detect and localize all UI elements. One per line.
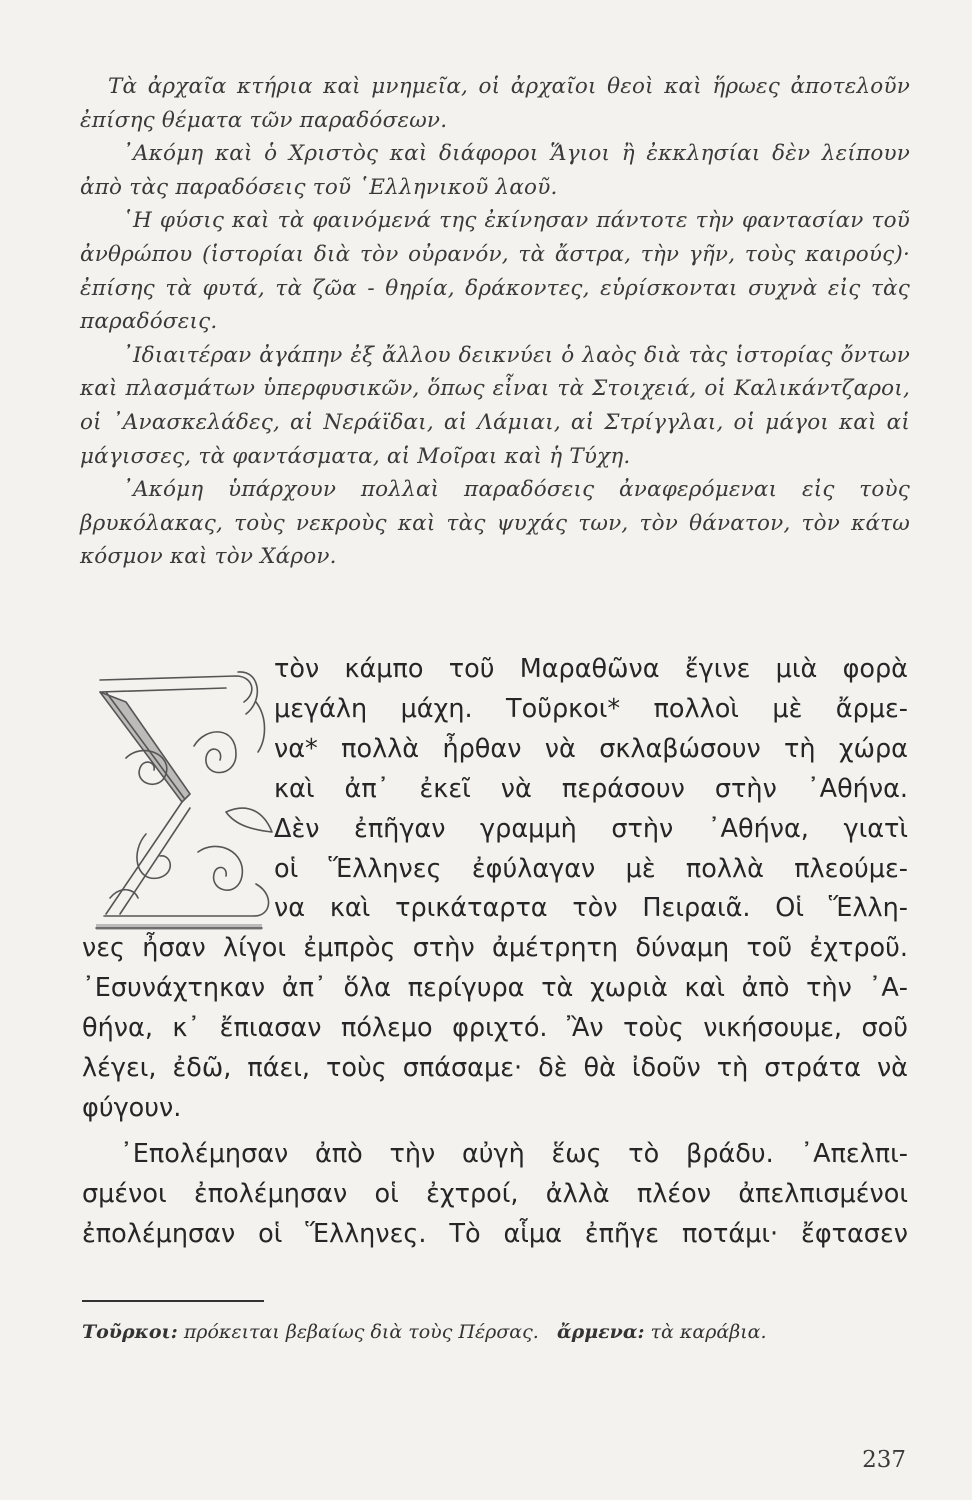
story-line: θήνα, κ᾿ ἔπιασαν πόλεμο φριχτό. Ἂν τοὺς νικήσουμε, σοῦ — [82, 1013, 908, 1044]
story-line: φύγουν. — [82, 1092, 182, 1123]
story-line: λέγει, ἐδῶ, πάει, τοὺς σπάσαμε· δὲ θὰ ἰδοῦν τὴ στράτα νὰ — [82, 1053, 908, 1084]
story-line: μεγάλη μάχη. Τοῦρκοι* πολλοὶ μὲ ἄρμε- — [274, 693, 908, 724]
intro-paragraph: ᾿Ακόμη καὶ ὁ Χριστὸς καὶ διάφοροι Ἅγιοι ἢ ἐκκλησίαι δὲν λείπουν ἀπὸ τὰς παραδόσεις τοῦ ῾Ελληνικοῦ λαοῦ. — [80, 141, 910, 200]
story-line: τὸν κάμπο τοῦ Μαραθῶνα ἔγινε μιὰ φορὰ — [274, 654, 908, 684]
footnote-term: ἄρμενα: — [556, 1321, 645, 1343]
intro-section — [80, 70, 910, 574]
story-line: Δὲν ἐπῆγαν γραμμὴ στὴν ᾿Αθήνα, γιατὶ — [274, 813, 908, 844]
intro-paragraph: ᾿Ιδιαιτέραν ἀγάπην ἐξ ἄλλου δεικνύει ὁ λαὸς διὰ τὰς ἱστορίας ὄντων καὶ πλασμάτων ὑπερφυσικῶν, ὅπως εἶναι τὰ Στοιχειά, οἱ Καλικάντζαροι, οἱ ᾿Ανασκελάδες, αἱ Νεράϊδαι, αἱ Λάμιαι, αἱ Στρίγγλαι, οἱ μάγοι καὶ αἱ μάγισσες, τὰ φαντάσματα, αἱ Μοῖραι καὶ ἡ Τύχη. — [80, 342, 910, 469]
intro-paragraph: ῾Η φύσις καὶ τὰ φαινόμενά της ἐκίνησαν πάντοτε τὴν φαντασίαν τοῦ ἀνθρώπου (ἱστορίαι διὰ τὸν οὐρανόν, τὰ ἄστρα, τὴν γῆν, τοὺς καιρούς)· ἐπίσης τὰ φυτά, τὰ ζῶα - θηρία, δράκοντες, εὑρίσκονται συχνὰ εἰς τὰς παραδόσεις. — [80, 208, 910, 335]
story-line: οἱ Ἕλληνες ἐφύλαγαν μὲ πολλὰ πλεούμε- — [274, 853, 908, 884]
story-line: να* πολλὰ ἦρθαν νὰ σκλαβώσουν τὴ χώρα — [274, 733, 908, 764]
story-line: να καὶ τρικάταρτα τὸν Πειραιᾶ. Οἱ Ἕλλη- — [274, 893, 908, 924]
story-line: ἐπολέμησαν οἱ Ἕλληνες. Τὸ αἷμα ἐπῆγε ποτάμι· ἔφτασεν — [82, 1218, 908, 1249]
intro-paragraph: ᾿Ακόμη ὑπάρχουν πολλαὶ παραδόσεις ἀναφερόμεναι εἰς τοὺς βρυκόλακας, τοὺς νεκροὺς καὶ τὰς ψυχάς των, τὸν θάνατον, τὸν κάτω κόσμον καὶ τὸν Χάρον. — [80, 477, 910, 570]
story-line: σμένοι ἐπολέμησαν οἱ ἐχτροί, ἀλλὰ πλέον ἀπελπισμένοι — [82, 1178, 908, 1209]
story-line: ᾿Εσυνάχτηκαν ἀπ᾿ ὅλα περίγυρα τὰ χωριὰ καὶ ἀπὸ τὴν ᾿Α- — [82, 973, 908, 1004]
story-text — [82, 650, 908, 1255]
intro-paragraph: Τὰ ἀρχαῖα κτήρια καὶ μνημεῖα, οἱ ἀρχαῖοι θεοὶ καὶ ἥρωες ἀποτελοῦν ἐπίσης θέματα τῶν παραδόσεων. — [80, 74, 910, 133]
story-line: νες ἦσαν λίγοι ἐμπρὸς στὴν ἀμέτρητη δύναμη τοῦ ἐχτροῦ. — [82, 933, 908, 964]
page-number: 237 — [862, 1447, 906, 1473]
story-line: καὶ ἀπ᾿ ἐκεῖ νὰ περάσουν στὴν ᾿Αθήνα. — [274, 773, 908, 804]
footnote-definition: πρόκειται βεβαίως διὰ τοὺς Πέρσας. — [183, 1321, 539, 1343]
story-line: ᾿Επολέμησαν ἀπὸ τὴν αὐγὴ ἕως τὸ βράδυ. ᾿Απελπι- — [120, 1138, 908, 1169]
footnote-definition: τὰ καράβια. — [650, 1321, 767, 1343]
footnote-term: Τοῦρκοι: — [82, 1321, 178, 1343]
footnote-divider — [82, 1300, 264, 1302]
footnote — [82, 1318, 912, 1346]
